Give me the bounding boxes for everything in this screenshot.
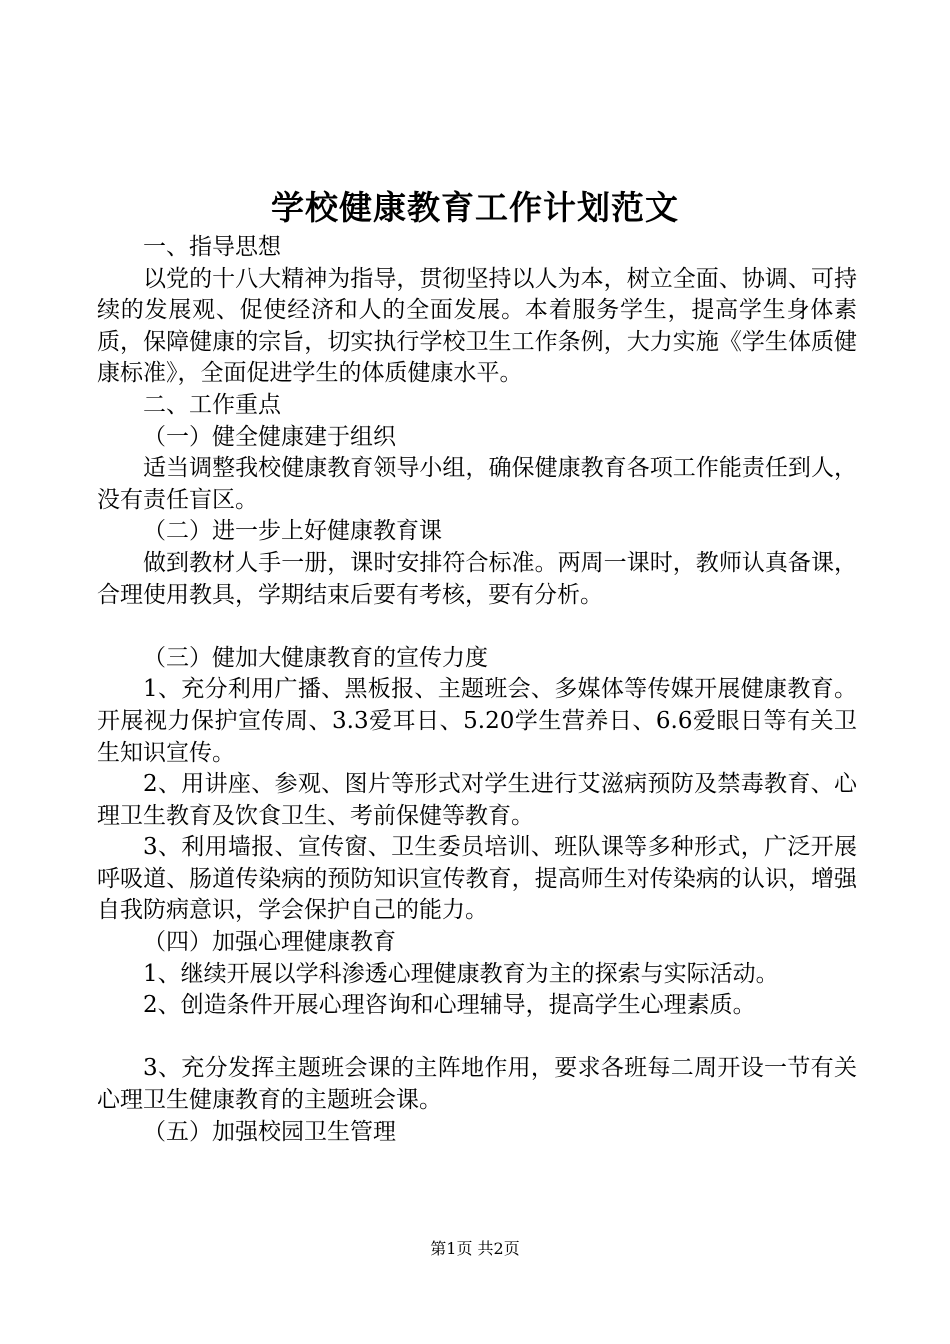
paragraph: （二）进一步上好健康教育课	[143, 518, 442, 545]
document-title: 学校健康教育工作计划范文	[271, 188, 679, 227]
paragraph: 2、创造条件开展心理咨询和心理辅导，提高学生心理素质。	[143, 992, 756, 1019]
paragraph: 3、充分发挥主题班会课的主阵地作用，要求各班每二周开设一节有关心理卫生健康教育的主题班会课。	[97, 1055, 857, 1114]
paragraph: 二、工作重点	[143, 391, 281, 418]
paragraph: 1、继续开展以学科渗透心理健康教育为主的探索与实际活动。	[143, 960, 779, 987]
page-footer: 第1页 共2页	[430, 1239, 520, 1258]
paragraph: 3、利用墙报、宣传窗、卫生委员培训、班队课等多种形式，广泛开展呼吸道、肠道传染病的预防知识宣传教育，提高师生对传染病的认识，增强自我防病意识，学会保护自己的能力。	[97, 834, 857, 924]
paragraph: 适当调整我校健康教育领导小组，确保健康教育各项工作能责任到人，没有责任盲区。	[97, 455, 857, 513]
paragraph: 以党的十八大精神为指导，贯彻坚持以人为本，树立全面、协调、可持续的发展观、促使经济和人的全面发展。本着服务学生，提高学生身体素质，保障健康的宗旨，切实执行学校卫生工作条例，大力实施《学生体质健康标准》，全面促进学生的体质健康水平。	[97, 265, 857, 387]
blank-line	[97, 611, 857, 643]
paragraph: 1、充分利用广播、黑板报、主题班会、多媒体等传媒开展健康教育。开展视力保护宣传周、3.3爱耳日、5.20学生营养日、6.6爱眼日等有关卫生知识宣传。	[97, 676, 857, 766]
paragraph: （四）加强心理健康教育	[143, 929, 396, 956]
paragraph: 做到教材人手一册，课时安排符合标准。两周一课时，教师认真备课，合理使用教具，学期结束后要有考核，要有分析。	[97, 549, 857, 608]
paragraph: （五）加强校园卫生管理	[143, 1118, 396, 1145]
paragraph: 2、用讲座、参观、图片等形式对学生进行艾滋病预防及禁毒教育、心理卫生教育及饮食卫生、考前保健等教育。	[97, 771, 857, 829]
paragraph: 一、指导思想	[143, 234, 281, 260]
paragraph: （一）健全健康建于组织	[143, 423, 396, 450]
document-body	[97, 232, 857, 1148]
paragraph: （三）健加大健康教育的宣传力度	[143, 644, 488, 671]
blank-line	[97, 1022, 857, 1054]
